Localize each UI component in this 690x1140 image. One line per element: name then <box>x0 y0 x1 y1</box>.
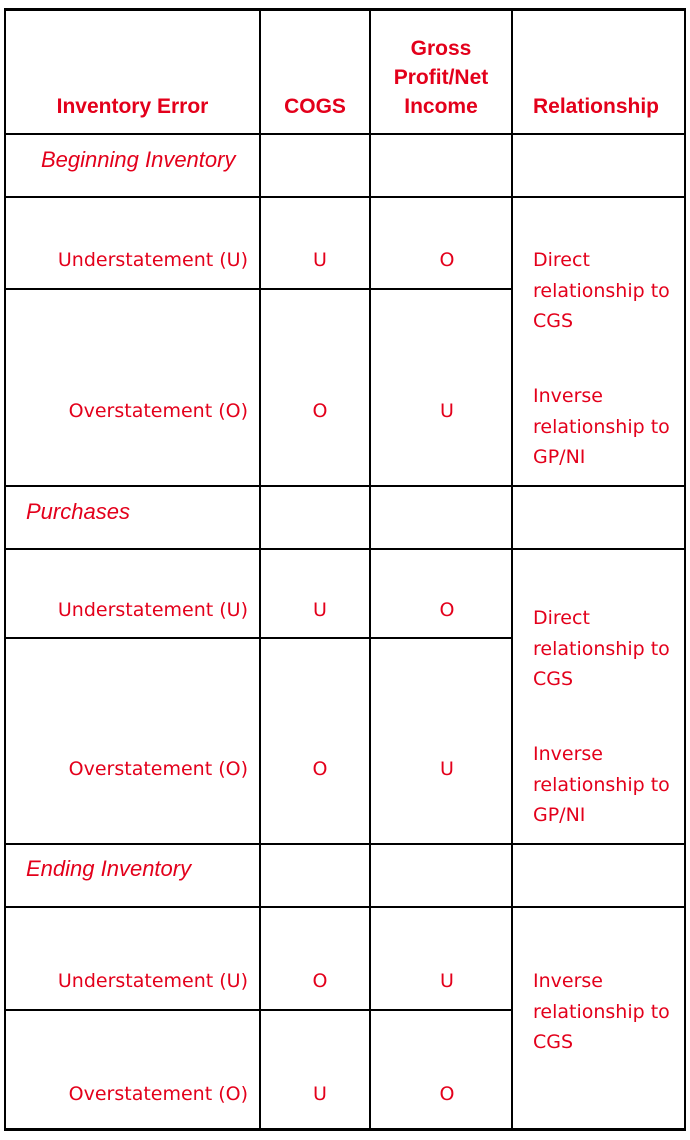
row-divider <box>4 485 686 487</box>
relationship-note: Inverse relationship to GP/NI <box>533 743 670 826</box>
gp-ni-value: U <box>440 758 454 780</box>
row-divider <box>4 1009 512 1011</box>
column-divider <box>511 8 513 1131</box>
error-label-understatement: Understatement (U) <box>57 970 248 992</box>
row-divider <box>4 133 686 135</box>
error-label-understatement: Understatement (U) <box>57 249 248 271</box>
gp-ni-value: U <box>440 970 454 992</box>
error-label-understatement: Understatement (U) <box>57 599 248 621</box>
header-relationship: Relationship <box>533 95 660 118</box>
error-label-overstatement: Overstatement (O) <box>68 1083 248 1105</box>
row-divider <box>4 196 686 198</box>
gp-ni-value: O <box>439 1083 455 1105</box>
cogs-value: O <box>312 400 328 422</box>
row-divider <box>4 637 512 639</box>
gp-ni-value: O <box>439 249 455 271</box>
section-title-ending-inventory: Ending Inventory <box>26 856 192 881</box>
relationship-note: Direct relationship to CGS <box>533 249 670 332</box>
row-divider <box>4 906 686 908</box>
column-divider <box>259 8 261 1131</box>
section-title-beginning-inventory: Beginning Inventory <box>41 147 236 172</box>
gp-ni-value: O <box>439 599 455 621</box>
row-divider <box>4 288 512 290</box>
header-cogs: COGS <box>284 95 346 118</box>
header-gross-profit-line-2: Profit/Net <box>393 66 489 89</box>
header-inventory-error: Inventory Error <box>56 95 209 118</box>
cogs-value: O <box>312 758 328 780</box>
table-border <box>4 8 686 1131</box>
relationship-note: Direct relationship to CGS <box>533 607 670 690</box>
header-gross-profit-line-3: Income <box>404 95 478 118</box>
gp-ni-value: U <box>440 400 454 422</box>
row-divider <box>4 548 686 550</box>
relationship-note: Inverse relationship to CGS <box>533 970 670 1053</box>
cogs-value: U <box>313 1083 327 1105</box>
header-gross-profit-line-1: Gross <box>410 37 472 60</box>
column-divider <box>369 8 371 1131</box>
error-label-overstatement: Overstatement (O) <box>68 758 248 780</box>
relationship-note: Inverse relationship to GP/NI <box>533 385 670 468</box>
row-divider <box>4 843 686 845</box>
error-label-overstatement: Overstatement (O) <box>68 400 248 422</box>
cogs-value: U <box>313 599 327 621</box>
section-title-purchases: Purchases <box>26 499 130 524</box>
cogs-value: O <box>312 970 328 992</box>
cogs-value: U <box>313 249 327 271</box>
